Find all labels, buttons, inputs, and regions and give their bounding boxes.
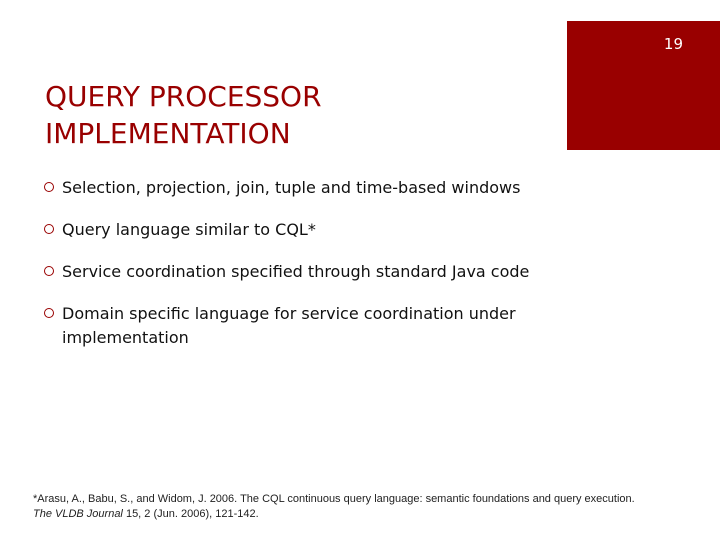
journal-name: The VLDB Journal [33,508,123,520]
page-number: 19 [663,35,683,53]
circle-bullet-icon [44,182,54,192]
slide-title-line-1: QUERY PROCESSOR [45,80,322,113]
bullet-list [44,176,544,368]
footnote-line-2 [33,507,693,522]
circle-bullet-icon [44,308,54,318]
bullet-item [44,176,544,200]
footnote-citation-details: 15, 2 (Jun. 2006), 121-142. [122,508,259,520]
bullet-text: Domain specific language for service coordination under implementation [62,304,516,347]
circle-bullet-icon [44,266,54,276]
bullet-text: Service coordination specified through standard Java code [62,262,530,281]
bullet-text: Selection, projection, join, tuple and time-based windows [62,178,521,197]
footnote-line-1: *Arasu, A., Babu, S., and Widom, J. 2006. The CQL continuous query language: semantic foundations and query execution. [33,493,635,505]
bullet-item [44,218,544,242]
header-accent-block [567,21,720,150]
reference-footnote [33,492,693,522]
bullet-item [44,260,544,284]
slide-title [45,78,545,152]
slide-title-line-2: IMPLEMENTATION [45,117,291,150]
circle-bullet-icon [44,224,54,234]
bullet-text: Query language similar to CQL* [62,220,316,239]
bullet-item [44,302,544,350]
